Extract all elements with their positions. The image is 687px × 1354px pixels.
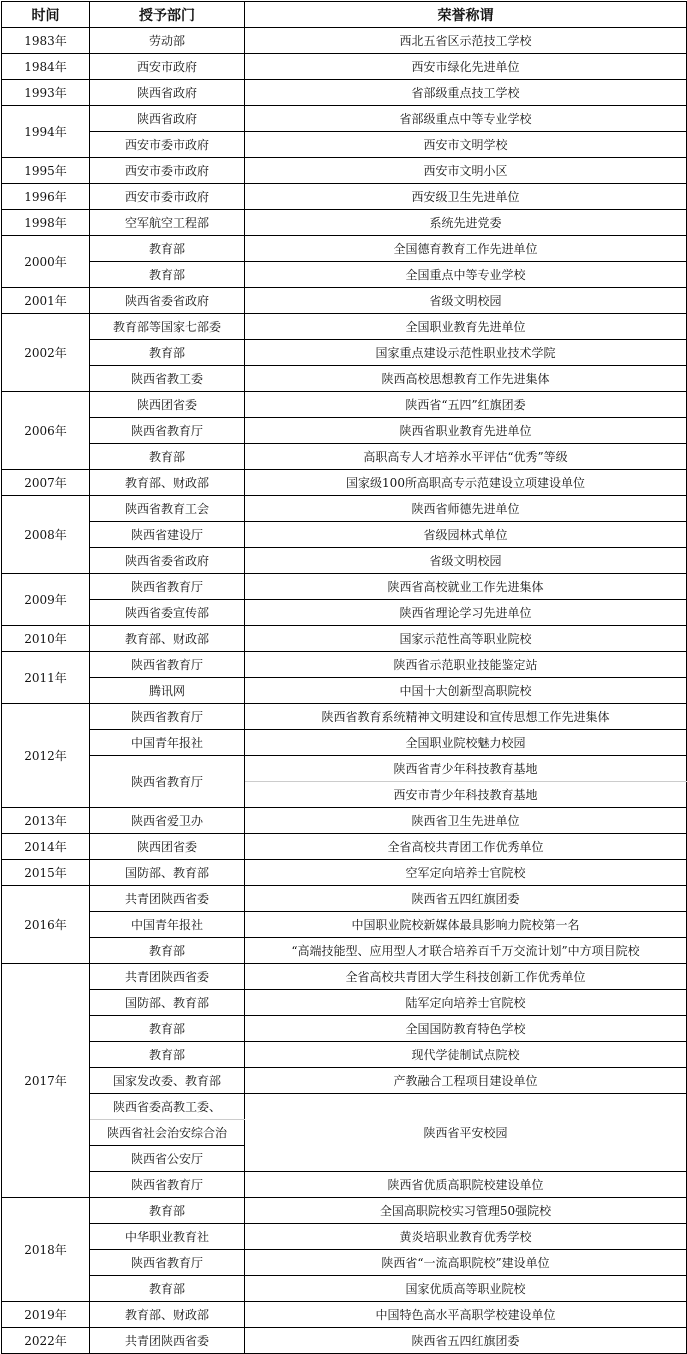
honor-cell: 陕西省高校就业工作先进集体: [245, 574, 687, 600]
header-year: 时间: [2, 2, 90, 28]
table-row: [2, 236, 687, 262]
honor-cell: 西安级卫生先进单位: [245, 184, 687, 210]
table-row: [2, 470, 687, 496]
table-row: [2, 106, 687, 132]
year-cell: 2012年: [2, 704, 90, 808]
year-cell: 2010年: [2, 626, 90, 652]
honor-cell: 陕西省五四红旗团委: [245, 886, 687, 912]
year-cell: 2002年: [2, 314, 90, 392]
year-cell: 2000年: [2, 236, 90, 288]
honors-table: [1, 1, 687, 1354]
honor-cell: 省部级重点中等专业学校: [245, 106, 687, 132]
department-cell: 西安市委市政府: [90, 158, 245, 184]
honor-cell: 国家优质高等职业院校: [245, 1276, 687, 1302]
header-department: 授予部门: [90, 2, 245, 28]
table-row: [2, 158, 687, 184]
table-row: [2, 496, 687, 522]
table-row: [2, 756, 687, 782]
department-cell: 中国青年报社: [90, 912, 245, 938]
table-row: [2, 730, 687, 756]
department-cell: 陕西省建设厅: [90, 522, 245, 548]
department-cell: 陕西团省委: [90, 392, 245, 418]
honor-cell: 全国国防教育特色学校: [245, 1016, 687, 1042]
table-row: [2, 652, 687, 678]
department-cell: 西安市政府: [90, 54, 245, 80]
year-cell: 1998年: [2, 210, 90, 236]
year-cell: 1994年: [2, 106, 90, 158]
table-row: [2, 834, 687, 860]
table-row: [2, 808, 687, 834]
year-cell: 1993年: [2, 80, 90, 106]
department-cell: 教育部等国家七部委: [90, 314, 245, 340]
department-cell: 陕西省委省政府: [90, 288, 245, 314]
department-cell: 陕西省教工委: [90, 366, 245, 392]
table-row: [2, 938, 687, 964]
year-cell: 2006年: [2, 392, 90, 470]
honor-cell: 西安市青少年科技教育基地: [245, 782, 687, 808]
honor-cell: 产教融合工程项目建设单位: [245, 1068, 687, 1094]
honor-cell: 中国职业院校新媒体最具影响力院校第一名: [245, 912, 687, 938]
honor-cell: 现代学徒制试点院校: [245, 1042, 687, 1068]
table-row: [2, 1172, 687, 1198]
table-body: [2, 28, 687, 1354]
year-cell: 2016年: [2, 886, 90, 964]
table-row: [2, 990, 687, 1016]
department-cell: 中国青年报社: [90, 730, 245, 756]
department-cell: 陕西省委宣传部: [90, 600, 245, 626]
department-cell: 教育部: [90, 1016, 245, 1042]
department-cell: 陕西省教育厅: [90, 574, 245, 600]
table-row: [2, 262, 687, 288]
department-cell: 教育部、财政部: [90, 1302, 245, 1328]
honor-cell: 省级文明校园: [245, 548, 687, 574]
department-cell: 劳动部: [90, 28, 245, 54]
honor-cell: 陕西省师德先进单位: [245, 496, 687, 522]
year-cell: 2015年: [2, 860, 90, 886]
table-row: [2, 1068, 687, 1094]
honor-cell: 陕西省五四红旗团委: [245, 1328, 687, 1354]
table-row: [2, 1016, 687, 1042]
department-cell: 陕西省教育厅: [90, 1172, 245, 1198]
honor-cell: “高端技能型、应用型人才联合培养百千万交流计划”中方项目院校: [245, 938, 687, 964]
honor-cell: 中国十大创新型高职院校: [245, 678, 687, 704]
department-cell: 陕西省委省政府: [90, 548, 245, 574]
table-row: [2, 288, 687, 314]
table-row: [2, 28, 687, 54]
department-cell: 教育部、财政部: [90, 470, 245, 496]
honor-cell: 陕西省理论学习先进单位: [245, 600, 687, 626]
year-cell: 2019年: [2, 1302, 90, 1328]
table-row: [2, 1276, 687, 1302]
table-row: [2, 964, 687, 990]
table-row: [2, 704, 687, 730]
department-cell: 共青团陕西省委: [90, 886, 245, 912]
table-row: [2, 600, 687, 626]
table-row: [2, 912, 687, 938]
department-cell: 教育部: [90, 262, 245, 288]
year-cell: 2001年: [2, 288, 90, 314]
department-cell: 陕西省公安厅: [90, 1146, 245, 1172]
department-cell: 陕西省教育厅: [90, 704, 245, 730]
year-cell: 2022年: [2, 1328, 90, 1354]
department-cell: 教育部: [90, 1276, 245, 1302]
year-cell: 2017年: [2, 964, 90, 1198]
department-cell: 空军航空工程部: [90, 210, 245, 236]
table-row: [2, 1224, 687, 1250]
department-cell: 中华职业教育社: [90, 1224, 245, 1250]
table-row: [2, 366, 687, 392]
honor-cell: 国家示范性高等职业院校: [245, 626, 687, 652]
department-cell: 国家发改委、教育部: [90, 1068, 245, 1094]
honor-cell: 省部级重点技工学校: [245, 80, 687, 106]
department-cell: 教育部: [90, 444, 245, 470]
table-row: [2, 184, 687, 210]
department-cell: 共青团陕西省委: [90, 964, 245, 990]
honor-cell: 陕西省职业教育先进单位: [245, 418, 687, 444]
honor-cell: 国家级100所高职高专示范建设立项建设单位: [245, 470, 687, 496]
honor-cell: 陕西高校思想教育工作先进集体: [245, 366, 687, 392]
table-row: [2, 678, 687, 704]
department-cell: 腾讯网: [90, 678, 245, 704]
honor-cell: 陕西省“一流高职院校”建设单位: [245, 1250, 687, 1276]
year-cell: 1995年: [2, 158, 90, 184]
department-cell: 教育部: [90, 938, 245, 964]
department-cell: 国防部、教育部: [90, 860, 245, 886]
department-cell: 陕西省政府: [90, 106, 245, 132]
table-row: [2, 1198, 687, 1224]
honor-cell: 陕西省平安校园: [245, 1094, 687, 1172]
table-row: [2, 1094, 687, 1120]
department-cell: 教育部: [90, 1198, 245, 1224]
department-cell: 陕西省教育厅: [90, 1250, 245, 1276]
honor-cell: 陕西省优质高职院校建设单位: [245, 1172, 687, 1198]
year-cell: 1996年: [2, 184, 90, 210]
department-cell: 教育部: [90, 236, 245, 262]
header-honor: 荣誉称谓: [245, 2, 687, 28]
department-cell: 西安市委市政府: [90, 132, 245, 158]
department-cell: 教育部、财政部: [90, 626, 245, 652]
year-cell: 2018年: [2, 1198, 90, 1302]
year-cell: 2007年: [2, 470, 90, 496]
table-row: [2, 860, 687, 886]
honor-cell: 省级文明校园: [245, 288, 687, 314]
department-cell: 国防部、教育部: [90, 990, 245, 1016]
year-cell: 1983年: [2, 28, 90, 54]
table-row: [2, 574, 687, 600]
department-cell: 陕西省委高教工委、: [90, 1094, 245, 1120]
table-row: [2, 210, 687, 236]
honor-cell: 系统先进党委: [245, 210, 687, 236]
honor-cell: 全省高校共青团工作优秀单位: [245, 834, 687, 860]
year-cell: 2009年: [2, 574, 90, 626]
table-row: [2, 626, 687, 652]
department-cell: 陕西省教育厅: [90, 756, 245, 808]
table-row: [2, 1302, 687, 1328]
table-row: [2, 886, 687, 912]
department-cell: 西安市委市政府: [90, 184, 245, 210]
honor-cell: 陕西省“五四”红旗团委: [245, 392, 687, 418]
department-cell: 共青团陕西省委: [90, 1328, 245, 1354]
honor-cell: 陕西省示范职业技能鉴定站: [245, 652, 687, 678]
table-row: [2, 418, 687, 444]
honor-cell: 陆军定向培养士官院校: [245, 990, 687, 1016]
honor-cell: 高职高专人才培养水平评估“优秀”等级: [245, 444, 687, 470]
honor-cell: 全省高校共青团大学生科技创新工作优秀单位: [245, 964, 687, 990]
honor-cell: 西安市绿化先进单位: [245, 54, 687, 80]
year-cell: 2011年: [2, 652, 90, 704]
honor-cell: 西安市文明小区: [245, 158, 687, 184]
table-row: [2, 522, 687, 548]
honor-cell: 黄炎培职业教育优秀学校: [245, 1224, 687, 1250]
honor-cell: 全国德育教育工作先进单位: [245, 236, 687, 262]
department-cell: 陕西省教育厅: [90, 652, 245, 678]
honor-cell: 陕西省教育系统精神文明建设和宣传思想工作先进集体: [245, 704, 687, 730]
department-cell: 陕西团省委: [90, 834, 245, 860]
department-cell: 陕西省社会治安综合治: [90, 1120, 245, 1146]
table-row: [2, 132, 687, 158]
honor-cell: 全国职业教育先进单位: [245, 314, 687, 340]
year-cell: 1984年: [2, 54, 90, 80]
honor-cell: 西安市文明学校: [245, 132, 687, 158]
honor-cell: 西北五省区示范技工学校: [245, 28, 687, 54]
table-row: [2, 314, 687, 340]
honor-cell: 省级园林式单位: [245, 522, 687, 548]
table-row: [2, 80, 687, 106]
year-cell: 2013年: [2, 808, 90, 834]
department-cell: 教育部: [90, 340, 245, 366]
table-row: [2, 444, 687, 470]
table-row: [2, 1042, 687, 1068]
table-row: [2, 54, 687, 80]
year-cell: 2008年: [2, 496, 90, 574]
honor-cell: 国家重点建设示范性职业技术学院: [245, 340, 687, 366]
table-row: [2, 1328, 687, 1354]
table-row: [2, 392, 687, 418]
honor-cell: 全国高职院校实习管理50强院校: [245, 1198, 687, 1224]
honor-cell: 全国职业院校魅力校园: [245, 730, 687, 756]
department-cell: 陕西省教育厅: [90, 418, 245, 444]
honor-cell: 陕西省青少年科技教育基地: [245, 756, 687, 782]
honor-cell: 空军定向培养士官院校: [245, 860, 687, 886]
honor-cell: 中国特色高水平高职学校建设单位: [245, 1302, 687, 1328]
department-cell: 陕西省政府: [90, 80, 245, 106]
honor-cell: 全国重点中等专业学校: [245, 262, 687, 288]
department-cell: 教育部: [90, 1042, 245, 1068]
table-row: [2, 548, 687, 574]
honor-cell: 陕西省卫生先进单位: [245, 808, 687, 834]
table-row: [2, 1250, 687, 1276]
table-header-row: [2, 2, 687, 28]
table-row: [2, 340, 687, 366]
department-cell: 陕西省教育工会: [90, 496, 245, 522]
department-cell: 陕西省爱卫办: [90, 808, 245, 834]
year-cell: 2014年: [2, 834, 90, 860]
